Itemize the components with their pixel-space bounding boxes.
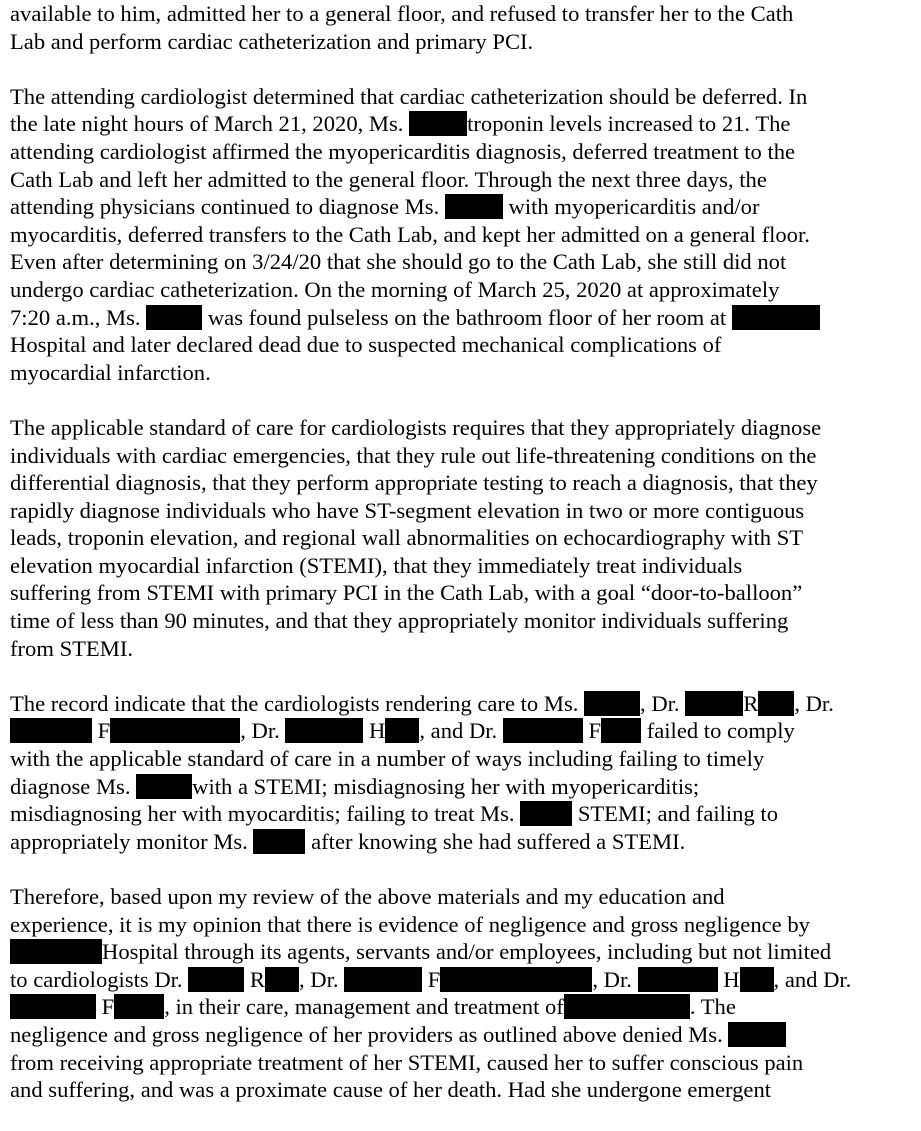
text-line <box>10 28 915 56</box>
text-run: Cath Lab and left her admitted to the general floor. Through the next three days, the <box>10 166 767 192</box>
text-line <box>10 414 915 442</box>
text-line <box>10 221 915 249</box>
text-line <box>10 83 915 111</box>
redaction-bar <box>285 718 363 743</box>
text-run: , and Dr. <box>419 718 503 744</box>
redaction-bar <box>136 774 192 799</box>
redaction-bar <box>10 718 92 743</box>
text-line <box>10 1021 915 1049</box>
text-line <box>10 524 915 552</box>
text-run: with the applicable standard of care in a number of ways including failing to timely <box>10 746 765 772</box>
text-line <box>10 938 915 966</box>
redaction-bar <box>253 829 305 854</box>
text-line <box>10 0 915 28</box>
text-line <box>10 304 915 332</box>
text-run: myocardial infarction. <box>10 359 211 385</box>
text-run: leads, troponin elevation, and regional wall abnormalities on echocardiography with ST <box>10 525 804 551</box>
text-run: undergo cardiac catheterization. On the morning of March 25, 2020 at approximately <box>10 276 780 302</box>
text-line <box>10 248 915 276</box>
text-run: with myopericarditis and/or <box>502 194 760 220</box>
text-line <box>10 138 915 166</box>
text-line <box>10 166 915 194</box>
paragraph <box>10 83 915 387</box>
text-line <box>10 773 915 801</box>
text-line <box>10 497 915 525</box>
text-line <box>10 331 915 359</box>
text-run: , in their care, management and treatment of <box>164 994 564 1020</box>
text-line <box>10 1076 915 1104</box>
redaction-bar <box>584 691 640 716</box>
text-line <box>10 110 915 138</box>
text-line <box>10 966 915 994</box>
text-run: elevation myocardial infarction (STEMI), that they immediately treat individuals <box>10 552 743 578</box>
text-run: rapidly diagnose individuals who have ST-segment elevation in two or more contiguous <box>10 497 805 523</box>
text-line <box>10 469 915 497</box>
redaction-bar <box>728 1022 786 1047</box>
text-run: , Dr. <box>640 690 686 716</box>
text-run: troponin levels increased to 21. The <box>467 111 791 137</box>
text-run: R <box>244 966 265 992</box>
text-run: myocarditis, deferred transfers to the Cath Lab, and kept her admitted on a general floor. <box>10 221 810 247</box>
redaction-bar <box>10 994 96 1019</box>
redaction-bar <box>638 967 718 992</box>
text-line <box>10 911 915 939</box>
text-line <box>10 717 915 745</box>
text-run: experience, it is my opinion that there is evidence of negligence and gross negligence by <box>10 911 810 937</box>
redaction-bar <box>344 967 422 992</box>
text-run: attending cardiologist affirmed the myopericarditis diagnosis, deferred treatment to the <box>10 138 796 164</box>
redaction-bar <box>601 718 641 743</box>
redaction-bar <box>440 967 592 992</box>
text-run: H <box>363 718 386 744</box>
text-run: individuals with cardiac emergencies, that they rule out life-threatening conditions on the <box>10 442 817 468</box>
redaction-bar <box>564 994 690 1019</box>
text-run: appropriately monitor Ms. <box>10 828 254 854</box>
redaction-bar <box>110 718 240 743</box>
text-run: R <box>743 690 759 716</box>
text-run: F <box>422 966 441 992</box>
text-line <box>10 993 915 1021</box>
redaction-bar <box>10 939 102 964</box>
text-run: , and Dr. <box>773 966 852 992</box>
text-line <box>10 276 915 304</box>
redaction-bar <box>385 718 419 743</box>
text-run: STEMI; and failing to <box>572 801 778 827</box>
text-run: time of less than 90 minutes, and that they appropriately monitor individuals suffering <box>10 608 789 634</box>
text-run: F <box>92 718 111 744</box>
text-line <box>10 579 915 607</box>
document-page <box>10 0 915 1131</box>
text-line <box>10 690 915 718</box>
text-run: F <box>582 718 602 744</box>
text-run: after knowing she had suffered a STEMI. <box>305 828 686 854</box>
redaction-bar <box>732 305 820 330</box>
text-run: diagnose Ms. <box>10 773 137 799</box>
redaction-bar <box>503 718 583 743</box>
text-run: and suffering, and was a proximate cause of her death. Had she undergone emergent <box>10 1077 772 1103</box>
text-line <box>10 883 915 911</box>
text-run: misdiagnosing her with myocarditis; failing to treat Ms. <box>10 801 521 827</box>
text-line <box>10 635 915 663</box>
redaction-bar <box>409 111 467 136</box>
text-line <box>10 1049 915 1077</box>
text-run: the late night hours of March 21, 2020, Ms. <box>10 111 410 137</box>
paragraph <box>10 690 915 856</box>
text-run: Even after determining on 3/24/20 that she should go to the Cath Lab, she still did not <box>10 249 787 275</box>
text-line <box>10 442 915 470</box>
text-line <box>10 552 915 580</box>
text-run: from STEMI. <box>10 635 133 661</box>
text-run: Lab and perform cardiac catheterization and primary PCI. <box>10 28 534 54</box>
text-line <box>10 800 915 828</box>
text-run: was found pulseless on the bathroom floor of her room at <box>202 304 732 330</box>
redaction-bar <box>188 967 244 992</box>
text-run: 7:20 a.m., Ms. <box>10 304 147 330</box>
redaction-bar <box>740 967 774 992</box>
text-line <box>10 607 915 635</box>
text-run: The applicable standard of care for cardiologists requires that they appropriately diagnose <box>10 414 822 440</box>
redaction-bar <box>146 305 202 330</box>
text-run: attending physicians continued to diagnose Ms. <box>10 194 445 220</box>
paragraph <box>10 0 915 55</box>
paragraph <box>10 414 915 662</box>
redaction-bar <box>685 691 743 716</box>
redaction-bar <box>758 691 794 716</box>
text-run: Hospital and later declared dead due to suspected mechanical complications of <box>10 332 722 358</box>
text-line <box>10 745 915 773</box>
text-run: to cardiologists Dr. <box>10 966 189 992</box>
redaction-bar <box>520 801 572 826</box>
text-run: with a STEMI; misdiagnosing her with myopericarditis; <box>192 773 700 799</box>
text-run: , Dr. <box>794 690 834 716</box>
text-run: , Dr. <box>592 966 638 992</box>
text-run: Therefore, based upon my review of the above materials and my education and <box>10 884 725 909</box>
text-run: suffering from STEMI with primary PCI in the Cath Lab, with a goal “door-to-balloon” <box>10 580 803 606</box>
text-run: from receiving appropriate treatment of her STEMI, caused her to suffer conscious pain <box>10 1049 804 1075</box>
text-run: . The <box>689 994 736 1020</box>
text-line <box>10 359 915 387</box>
text-run: H <box>717 966 740 992</box>
paragraph <box>10 883 915 1104</box>
text-line <box>10 193 915 221</box>
text-run: negligence and gross negligence of her providers as outlined above denied Ms. <box>10 1021 729 1047</box>
text-line <box>10 828 915 856</box>
text-run: , Dr. <box>240 718 286 744</box>
text-run: F <box>96 994 115 1020</box>
text-run: available to him, admitted her to a general floor, and refused to transfer her to the Cath <box>10 1 794 26</box>
text-run: failed to comply <box>641 718 795 744</box>
text-run: The record indicate that the cardiologists rendering care to Ms. <box>10 690 585 716</box>
text-run: , Dr. <box>298 966 345 992</box>
redaction-bar <box>445 194 503 219</box>
text-run: The attending cardiologist determined that cardiac catheterization should be deferred. In <box>10 83 808 109</box>
text-run: differential diagnosis, that they perform appropriate testing to reach a diagnosis, that they <box>10 470 818 496</box>
redaction-bar <box>265 967 299 992</box>
text-run: Hospital through its agents, servants and/or employees, including but not limited <box>102 939 832 965</box>
redaction-bar <box>114 994 164 1019</box>
